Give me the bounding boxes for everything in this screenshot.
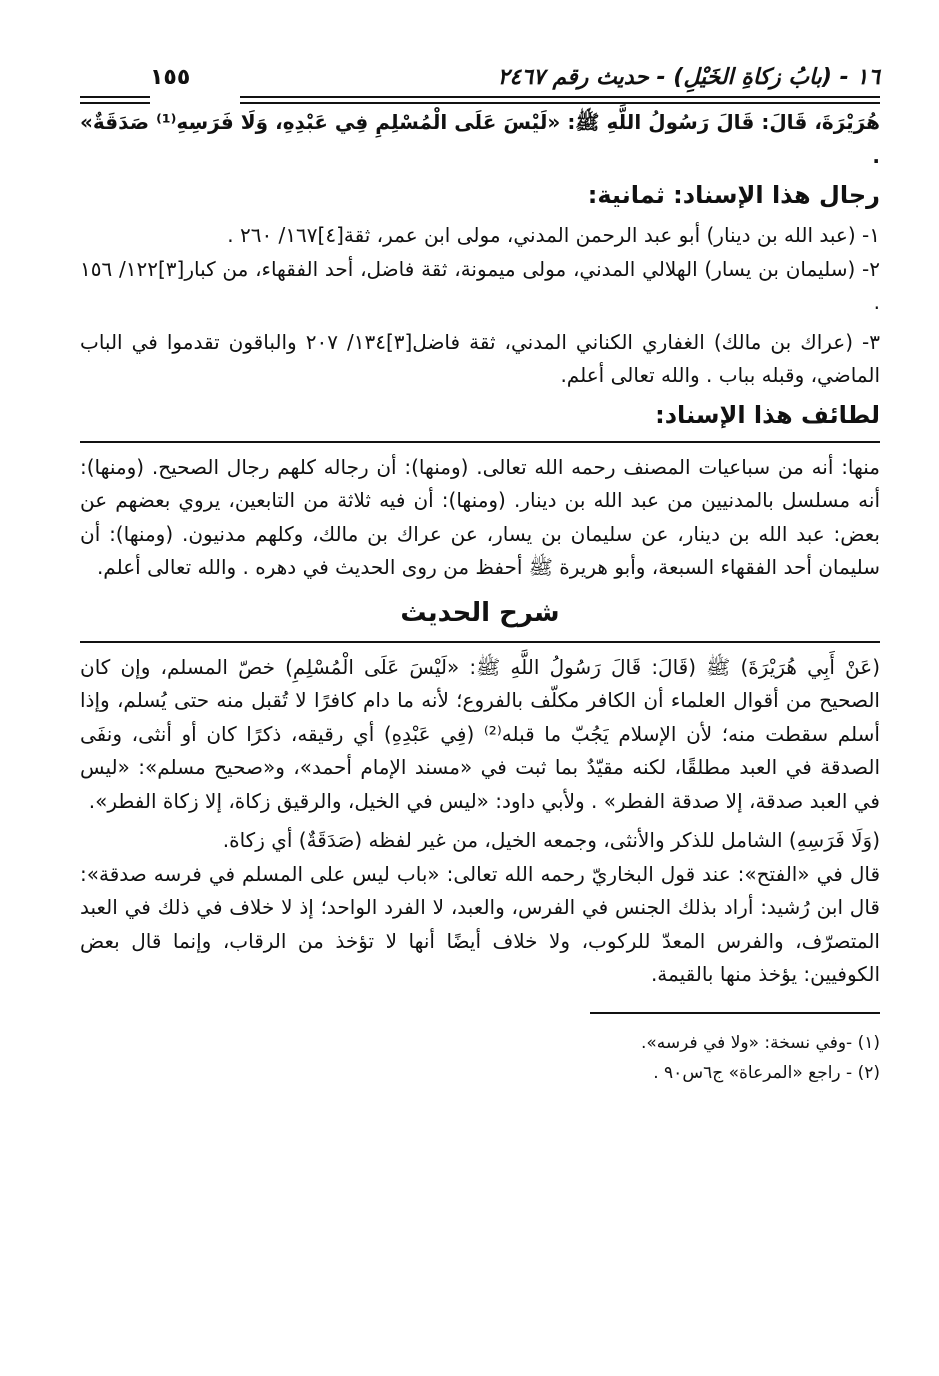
sharh-paragraph-3: قال في «الفتح»: عند قول البخاريّ رحمه الله تعالى: «باب ليس على المسلم في فرسه صدقة»: قال ابن رُشيد: أراد بذلك الجنس في الفرس، والعبد، لا الفرد الواحد؛ إذ لا خلاف في ذلك في العبد المتصرّف، والفرس المعدّ للركوب، ولا خلاف أيضًا أنها لا تؤخذ من الرقاب، وإنما قال بعض الكوفيين: يؤخذ منها بالقيمة. bbox=[80, 861, 880, 986]
header-rule bbox=[80, 94, 880, 106]
section-divider bbox=[80, 441, 880, 443]
lataif-paragraph: منها: أنه من سباعيات المصنف رحمه الله تعالى. (ومنها): أن رجاله كلهم رجال الصحيح. (ومنها): أنه مسلسل بالمدنيين من عبد الله بن دينار. (ومنها): أن فيه ثلاثة من التابعين، يروي بعضهم عن بعض: عبد الله بن دينار، عن سليمان بن يسار، عن عراك بن مالك، وكلهم مدنيون. (ومنها): أن سليمان أحد الفقهاء السبعة، وأبو هريرة ﷺ أحفظ من روى الحديث في دهره . والله تعالى أعلم. bbox=[80, 454, 880, 579]
narrator-2: ٢- (سليمان بن يسار) الهلالي المدني، مولى ميمونة، ثقة فاضل، أحد الفقهاء، من كبار[٣]١٢٢/ ١٥٦ . bbox=[80, 256, 880, 314]
footnote-2: (٢) - راجع «المرعاة» ج٦س٩٠ . bbox=[653, 1062, 880, 1083]
header-rule-short bbox=[80, 96, 150, 104]
heading-sharh: شرح الحديث bbox=[400, 597, 560, 628]
footnote-separator bbox=[590, 1012, 880, 1014]
running-header bbox=[80, 50, 880, 90]
heading-rijal: رجال هذا الإسناد: ثمانية: bbox=[587, 181, 880, 209]
heading-lataif: لطائف هذا الإسناد: bbox=[655, 400, 880, 429]
sharh-paragraph-2: (وَلَا فَرَسِهِ) الشامل للذكر والأنثى، وجمعه الخيل، من غير لفظه (صَدَقَةٌ) أي زكاة. bbox=[222, 828, 880, 852]
header-rule-long bbox=[240, 96, 880, 104]
running-title: ١٦ - (بابُ زكاةِ الخَيْلِ) - حديث رقم ٢٤٦٧ bbox=[497, 65, 880, 90]
narrator-1: ١- (عبد الله بن دينار) أبو عبد الرحمن المدني، مولى ابن عمر، ثقة[٤]١٦٧/ ٢٦٠ . bbox=[227, 223, 880, 247]
footnote-1: (١) -وفي نسخة: «ولا في فرسه». bbox=[640, 1032, 880, 1053]
sharh-paragraph-1: (عَنْ أَبِي هُرَيْرَةَ) ﷺ (قَالَ: قَالَ رَسُولُ اللَّهِ ﷺ: «لَيْسَ عَلَى الْمُسْلِمِ) خصّ المسلم، وإن كان الصحيح من أقوال العلماء أن الكافر مكلّف بالفروع؛ لأنه ما دام كافرًا لا تُقبل منه حتى يُسلم، وإذا أسلم سقطت منه؛ لأن الإسلام يَجُبّ ما قبله⁽²⁾ (فِي عَبْدِهِ) أي رقيقه، ذكرًا كان أو أنثى، ونفَى الصدقة في العبد مطلقًا، لكنه مقيّدٌ بما ثبت في «مسند الإمام أحمد»، و«صحيح مسلم»: «ليس في العبد صدقة، إلا صدقة الفطر» . ولأبي داود: «ليس في الخيل، والرقيق زكاة، إلا زكاة الفطر». bbox=[80, 654, 880, 813]
book-page bbox=[80, 50, 880, 1340]
page-number: ١٥٥ bbox=[150, 65, 191, 90]
narrator-3: ٣- (عراك بن مالك) الغفاري الكناني المدني، ثقة فاضل[٣]١٣٤/ ٢٠٧ والباقون تقدموا في الباب الماضي، وقبله بباب . والله تعالى أعلم. bbox=[80, 329, 881, 387]
hadith-text: هُرَيْرَةَ، قَالَ: قَالَ رَسُولُ اللَّهِ ﷺ: «لَيْسَ عَلَى الْمُسْلِمِ فِي عَبْدِهِ، وَلَا فَرَسِهِ⁽¹⁾ صَدَقَةٌ» . bbox=[80, 110, 880, 168]
section-divider-2 bbox=[80, 641, 880, 643]
